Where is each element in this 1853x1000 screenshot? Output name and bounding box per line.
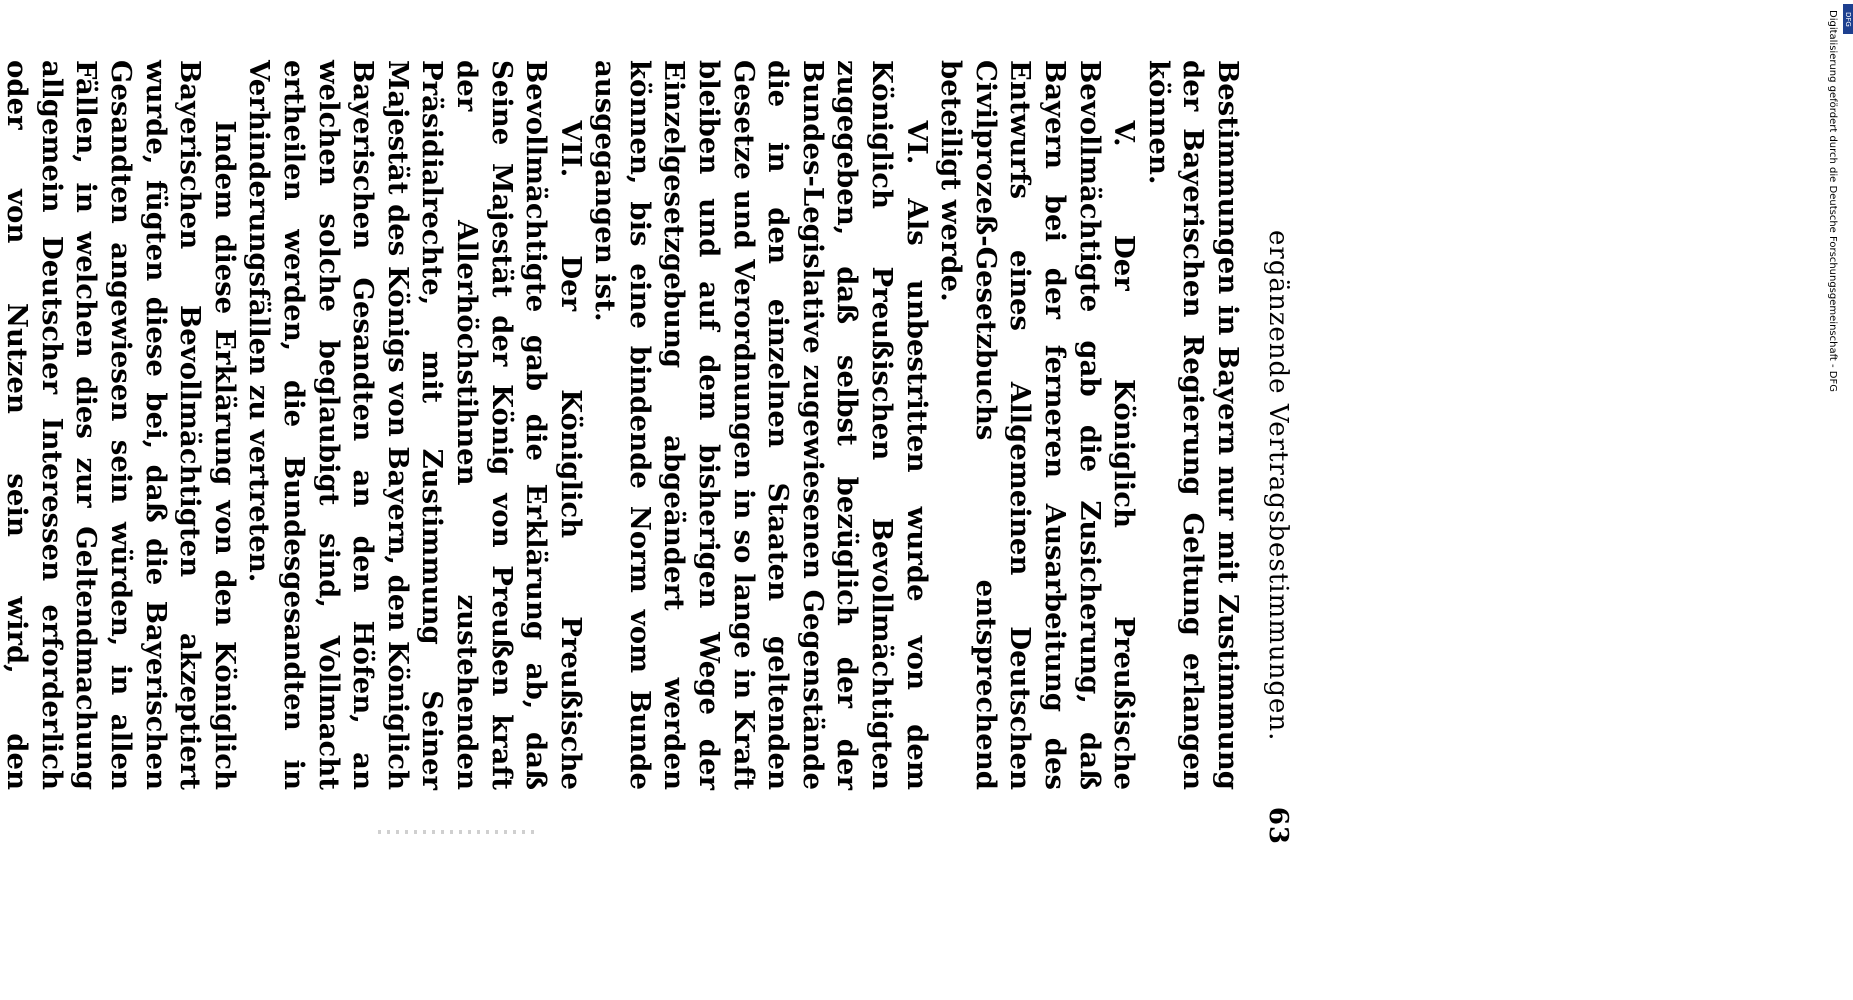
paragraph-acceptance: Indem diese Erklärung von den Königlich Bayerischen Bevollmächtigten akzeptiert wurde, fügten diese bei, daß die Bayerischen Gesandten angewiesen sein würden, in allen Fällen, in welchen dies zur Geltendmachung allgemein Deutscher Interessen erforderlich oder von Nutzen sein wird, den [1,60,241,790]
paragraph-section-vii: VII. Der Königlich Preußische Bevollmächtigte gab die Erklärung ab, daß Seine Majestät der König von Preußen kraft der Allerhöchstihnen zustehenden Präsidialrechte, mit Zustimmung Seiner Majestät des Königs von Bayern, den Königlich Bayerischen Gesandten an den Höfen, an welchen solche beglaubigt sind, Vollmacht ertheilen werden, die Bundesgesandten in Verhinderungsfällen zu vertreten. [243,60,587,790]
running-title: ergänzende Vertragsbestimmungen. [1263,230,1293,742]
scan-smudge [378,830,538,834]
page-number: 63 [1263,806,1293,845]
paragraph: Bestimmungen in Bayern nur mit Zustimmung der Bayerischen Regierung Geltung erlangen können. [1142,60,1244,790]
paragraph-section-vi: VI. Als unbestritten wurde von dem Königlich Preußischen Bevollmächtigten zugegeben, daß selbst bezüglich der der Bundes-Legislative zugewiesenen Gegenstände die in den einzelnen Staaten geltenden Gesetze und Verordnungen in so lange in Kraft bleiben und auf dem bisherigen Wege der Einzelgesetzgebung abgeändert werden können, bis eine bindende Norm vom Bunde ausgegangen ist. [589,60,933,790]
paragraph-section-v: V. Der Königlich Preußische Bevollmächtigte gab die Zusicherung, daß Bayern bei der ferneren Ausarbeitung des Entwurfs eines Allgemeinen Deutschen Civilprozeß-Gesetzbuchs entsprechend beteiligt werde. [935,60,1141,790]
dfg-logo: DFG [1843,4,1853,34]
page-header [1253,60,1293,940]
digitization-note: Digitalisierung gefördert durch die Deutsche Forschungsgemeinschaft - DFG [1827,10,1838,393]
body-text [0,60,1245,790]
